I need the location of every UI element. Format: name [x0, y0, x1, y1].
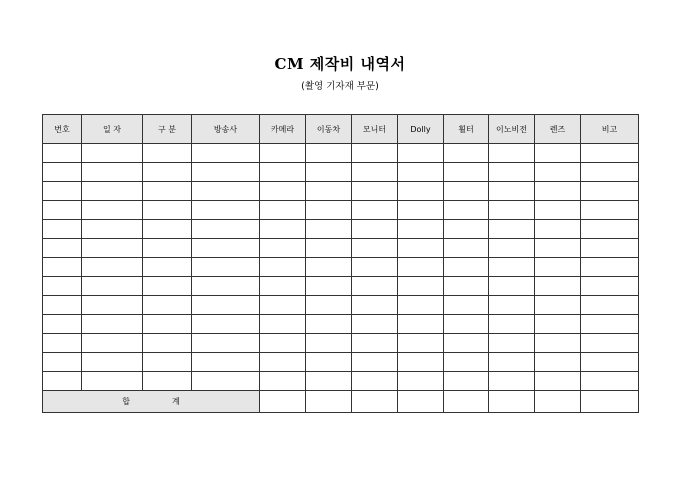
table-cell[interactable] [143, 315, 192, 334]
table-cell[interactable] [398, 163, 444, 182]
table-cell[interactable] [581, 182, 639, 201]
table-cell[interactable] [192, 353, 260, 372]
table-cell[interactable] [260, 220, 306, 239]
table-cell[interactable] [260, 334, 306, 353]
header-row [43, 115, 639, 144]
table-cell[interactable] [82, 182, 143, 201]
table-cell[interactable] [192, 144, 260, 163]
table-cell[interactable] [535, 258, 581, 277]
table-cell[interactable] [192, 315, 260, 334]
table-cell[interactable] [82, 334, 143, 353]
table-cell[interactable] [444, 239, 489, 258]
table-cell[interactable] [43, 296, 82, 315]
table-cell[interactable] [306, 353, 352, 372]
total-cell[interactable] [444, 391, 489, 413]
table-cell[interactable] [143, 220, 192, 239]
table-cell[interactable] [143, 182, 192, 201]
table-cell[interactable] [43, 182, 82, 201]
table-cell[interactable] [398, 334, 444, 353]
table-cell[interactable] [398, 315, 444, 334]
table-cell[interactable] [352, 220, 398, 239]
table-row [43, 144, 639, 163]
table-cell[interactable] [444, 182, 489, 201]
table-row [43, 372, 639, 391]
table-cell[interactable] [260, 372, 306, 391]
table-cell[interactable] [489, 353, 535, 372]
table-cell[interactable] [260, 201, 306, 220]
table-cell[interactable] [444, 201, 489, 220]
table-cell[interactable] [306, 315, 352, 334]
table-cell[interactable] [306, 296, 352, 315]
table-row [43, 277, 639, 296]
table-cell[interactable] [535, 182, 581, 201]
table-cell[interactable] [306, 258, 352, 277]
header-cell-broadcaster: 방송사 [192, 115, 260, 144]
table-cell[interactable] [260, 144, 306, 163]
table-row [43, 315, 639, 334]
total-cell[interactable] [260, 391, 306, 413]
total-cell[interactable] [535, 391, 581, 413]
table-cell[interactable] [444, 372, 489, 391]
header-cell-dolly-car: 이동차 [306, 115, 352, 144]
table-cell[interactable] [260, 296, 306, 315]
table-cell[interactable] [192, 182, 260, 201]
table-cell[interactable] [192, 201, 260, 220]
table-cell[interactable] [192, 296, 260, 315]
table-cell[interactable] [489, 144, 535, 163]
header-cell-camera: 카메라 [260, 115, 306, 144]
header-cell-remarks: 비고 [581, 115, 639, 144]
table-cell[interactable] [398, 220, 444, 239]
table-cell[interactable] [489, 163, 535, 182]
table-cell[interactable] [444, 163, 489, 182]
table-cell[interactable] [535, 239, 581, 258]
table-cell[interactable] [398, 277, 444, 296]
total-cell[interactable] [581, 391, 639, 413]
table-cell[interactable] [535, 372, 581, 391]
table-cell[interactable] [143, 277, 192, 296]
table-cell[interactable] [82, 144, 143, 163]
table-cell[interactable] [43, 353, 82, 372]
header-cell-filter: 휠터 [444, 115, 489, 144]
table-row [43, 201, 639, 220]
table-row [43, 239, 639, 258]
table-cell[interactable] [398, 201, 444, 220]
table-cell[interactable] [306, 182, 352, 201]
table-cell[interactable] [535, 296, 581, 315]
table-cell[interactable] [535, 220, 581, 239]
table-cell[interactable] [260, 353, 306, 372]
table-cell[interactable] [43, 163, 82, 182]
table-cell[interactable] [306, 201, 352, 220]
table-cell[interactable] [43, 144, 82, 163]
table-cell[interactable] [489, 334, 535, 353]
table-cell[interactable] [43, 258, 82, 277]
table-cell[interactable] [82, 296, 143, 315]
table-cell[interactable] [489, 220, 535, 239]
table-cell[interactable] [489, 201, 535, 220]
table-cell[interactable] [398, 372, 444, 391]
table-cell[interactable] [489, 372, 535, 391]
header-cell-category: 구 분 [143, 115, 192, 144]
table-cell[interactable] [192, 334, 260, 353]
table-cell[interactable] [260, 163, 306, 182]
total-label-left: 합 [122, 397, 130, 406]
table-cell[interactable] [260, 315, 306, 334]
total-cell[interactable] [489, 391, 535, 413]
table-cell[interactable] [260, 277, 306, 296]
table-cell[interactable] [489, 239, 535, 258]
table-cell[interactable] [82, 258, 143, 277]
table-cell[interactable] [143, 334, 192, 353]
table-cell[interactable] [192, 220, 260, 239]
table-cell[interactable] [192, 163, 260, 182]
table-cell[interactable] [306, 372, 352, 391]
table-cell[interactable] [352, 239, 398, 258]
table-cell[interactable] [489, 258, 535, 277]
header-cell-dolly: Dolly [398, 115, 444, 144]
table-cell[interactable] [581, 296, 639, 315]
table-cell[interactable] [581, 353, 639, 372]
table-cell[interactable] [581, 258, 639, 277]
table-cell[interactable] [489, 182, 535, 201]
table-cell[interactable] [352, 315, 398, 334]
table-cell[interactable] [398, 296, 444, 315]
table-cell[interactable] [306, 277, 352, 296]
table-cell[interactable] [352, 277, 398, 296]
table-cell[interactable] [444, 315, 489, 334]
table-cell[interactable] [581, 372, 639, 391]
total-label-cell [43, 391, 260, 413]
document-subtitle: (촬영 기자재 부문) [301, 81, 379, 92]
table-cell[interactable] [260, 182, 306, 201]
table-cell[interactable] [352, 163, 398, 182]
table-cell[interactable] [143, 239, 192, 258]
header-cell-innovision: 이노비전 [489, 115, 535, 144]
table-cell[interactable] [192, 372, 260, 391]
table-cell[interactable] [398, 144, 444, 163]
table-cell[interactable] [82, 239, 143, 258]
table-cell[interactable] [581, 220, 639, 239]
table-cell[interactable] [352, 353, 398, 372]
table-cell[interactable] [306, 220, 352, 239]
table-cell[interactable] [43, 220, 82, 239]
table-cell[interactable] [398, 353, 444, 372]
table-cell[interactable] [143, 201, 192, 220]
table-cell[interactable] [489, 315, 535, 334]
table-row [43, 353, 639, 372]
table-row [43, 163, 639, 182]
table-cell[interactable] [444, 277, 489, 296]
table-cell[interactable] [82, 277, 143, 296]
table-cell[interactable] [581, 201, 639, 220]
table-cell[interactable] [260, 258, 306, 277]
table-cell[interactable] [143, 353, 192, 372]
table-cell[interactable] [192, 239, 260, 258]
table-cell[interactable] [352, 201, 398, 220]
table-cell[interactable] [444, 296, 489, 315]
table-cell[interactable] [535, 144, 581, 163]
total-cell[interactable] [398, 391, 444, 413]
table-cell[interactable] [398, 258, 444, 277]
table-cell[interactable] [43, 277, 82, 296]
table-cell[interactable] [535, 334, 581, 353]
table-cell[interactable] [581, 144, 639, 163]
table-cell[interactable] [143, 144, 192, 163]
total-label-right: 계 [172, 397, 180, 406]
table-cell[interactable] [260, 239, 306, 258]
header-cell-number: 번호 [43, 115, 82, 144]
table-row [43, 182, 639, 201]
table-cell[interactable] [535, 277, 581, 296]
table-cell[interactable] [398, 182, 444, 201]
table-cell[interactable] [444, 220, 489, 239]
table-cell[interactable] [581, 334, 639, 353]
table-cell[interactable] [489, 296, 535, 315]
table-cell[interactable] [82, 220, 143, 239]
document-title: CM 제작비 내역서 [274, 55, 406, 73]
table-cell[interactable] [43, 334, 82, 353]
table-cell[interactable] [192, 277, 260, 296]
table-cell[interactable] [143, 163, 192, 182]
table-cell[interactable] [535, 315, 581, 334]
table-cell[interactable] [535, 353, 581, 372]
table-cell[interactable] [535, 201, 581, 220]
table-cell[interactable] [143, 296, 192, 315]
table-cell[interactable] [581, 163, 639, 182]
table-cell[interactable] [306, 144, 352, 163]
table-cell[interactable] [352, 258, 398, 277]
table-cell[interactable] [444, 258, 489, 277]
table-cell[interactable] [82, 372, 143, 391]
table-cell[interactable] [581, 239, 639, 258]
table-cell[interactable] [143, 258, 192, 277]
table-cell[interactable] [43, 239, 82, 258]
table-cell[interactable] [306, 163, 352, 182]
table-cell[interactable] [82, 315, 143, 334]
table-cell[interactable] [535, 163, 581, 182]
table-cell[interactable] [444, 144, 489, 163]
table-cell[interactable] [352, 296, 398, 315]
header-cell-lens: 렌즈 [535, 115, 581, 144]
total-row [43, 391, 639, 413]
table-cell[interactable] [306, 239, 352, 258]
total-cell[interactable] [352, 391, 398, 413]
table-cell[interactable] [82, 163, 143, 182]
header-cell-date: 일 자 [82, 115, 143, 144]
table-cell[interactable] [43, 372, 82, 391]
table-cell[interactable] [352, 182, 398, 201]
table-cell[interactable] [581, 277, 639, 296]
table-cell[interactable] [489, 277, 535, 296]
header-cell-monitor: 모니터 [352, 115, 398, 144]
table-cell[interactable] [398, 239, 444, 258]
table-cell[interactable] [192, 258, 260, 277]
table-cell[interactable] [82, 353, 143, 372]
table-cell[interactable] [352, 334, 398, 353]
table-cell[interactable] [306, 334, 352, 353]
expense-table [42, 114, 639, 413]
table-row [43, 296, 639, 315]
total-cell[interactable] [306, 391, 352, 413]
table-cell[interactable] [352, 372, 398, 391]
table-cell[interactable] [352, 144, 398, 163]
table-row [43, 220, 639, 239]
table-cell[interactable] [444, 353, 489, 372]
table-row [43, 334, 639, 353]
table-cell[interactable] [143, 372, 192, 391]
table-cell[interactable] [43, 315, 82, 334]
table-cell[interactable] [43, 201, 82, 220]
table-row [43, 258, 639, 277]
table-cell[interactable] [82, 201, 143, 220]
table-cell[interactable] [581, 315, 639, 334]
table-cell[interactable] [444, 334, 489, 353]
